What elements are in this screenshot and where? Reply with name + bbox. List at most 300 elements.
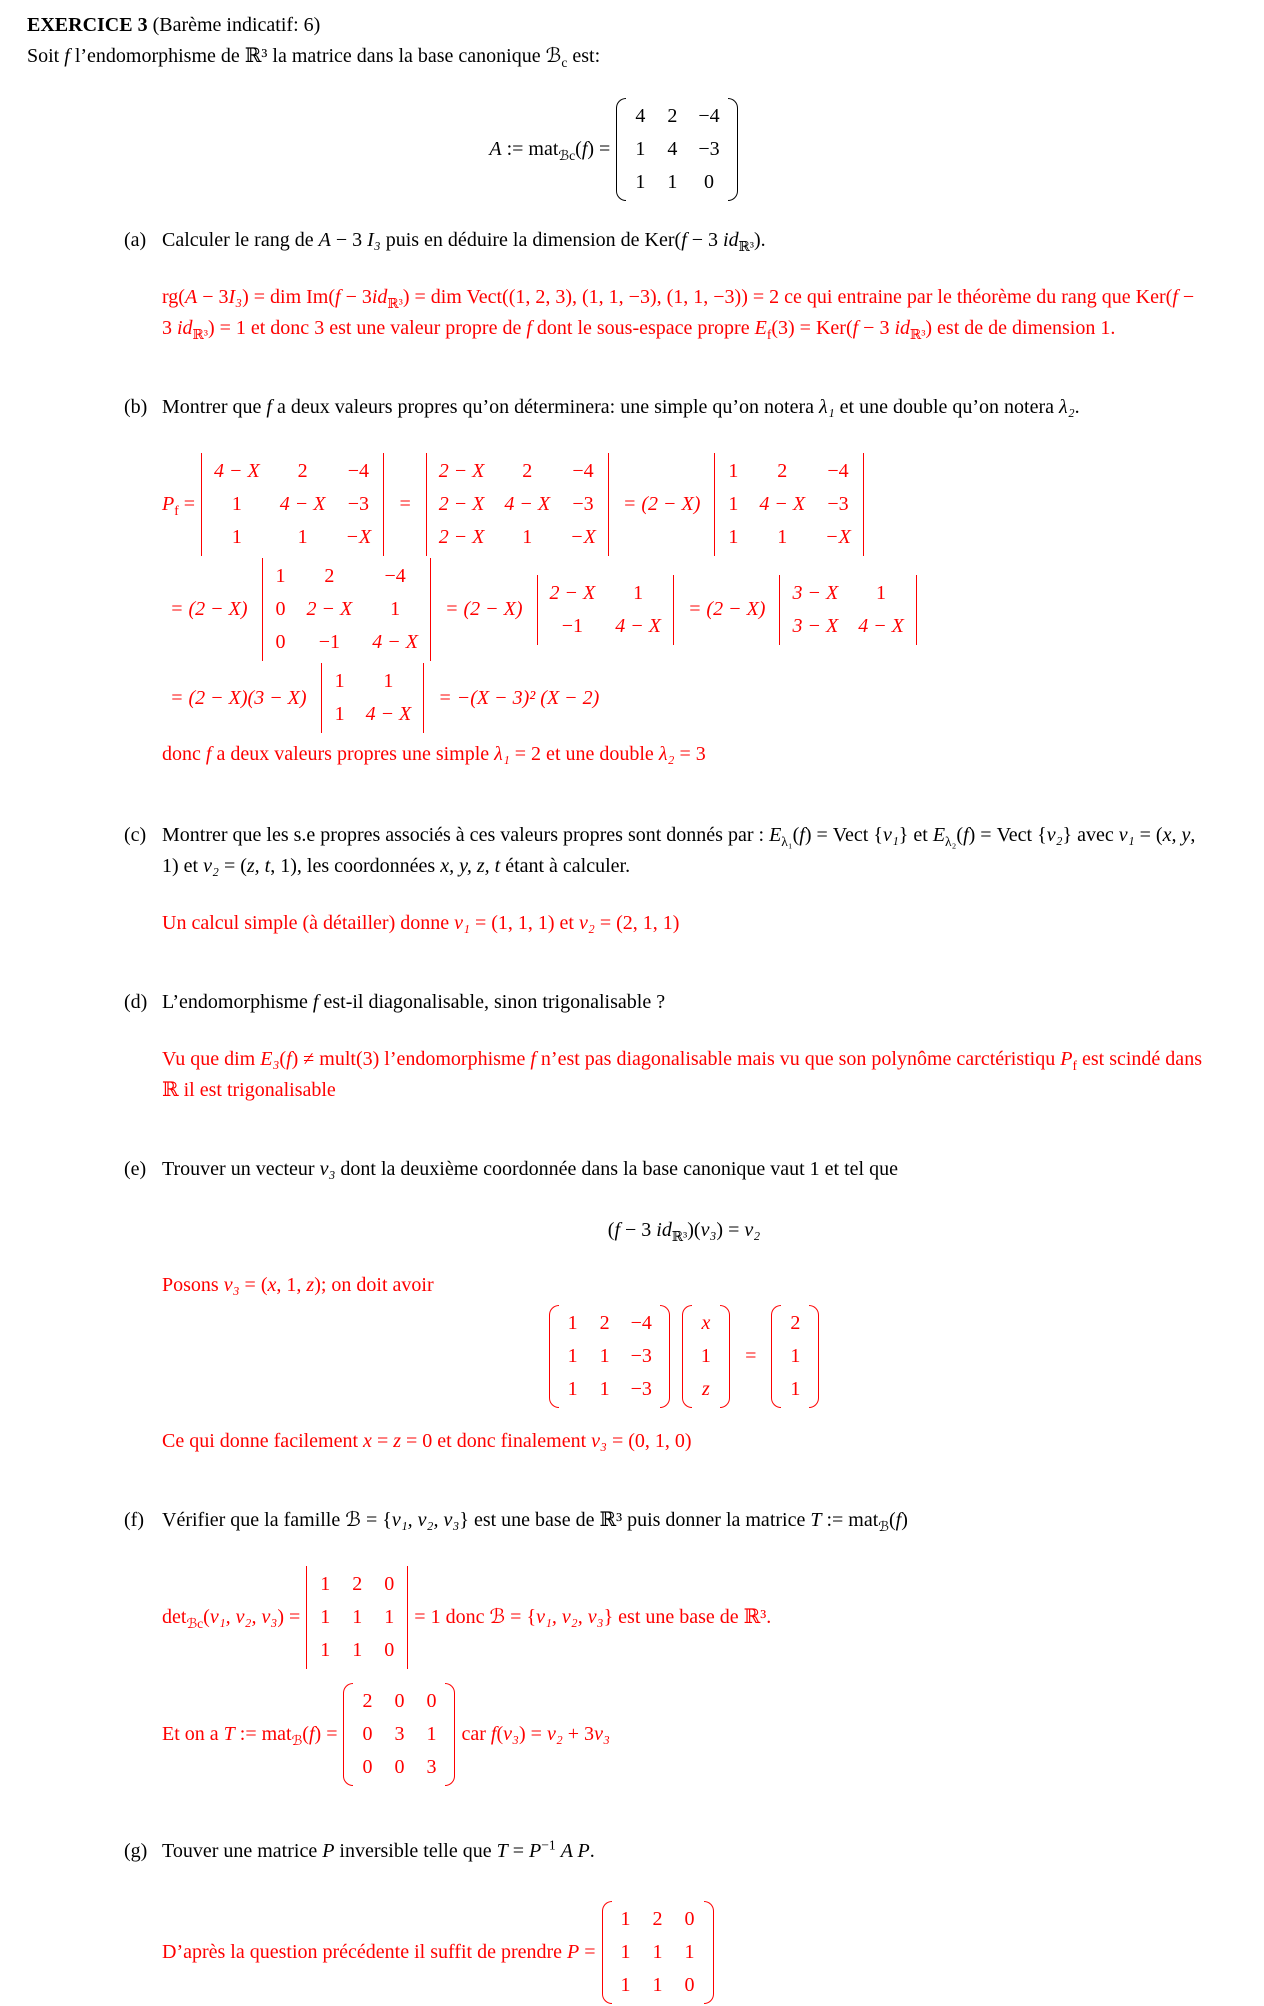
text-segment: Un calcul simple (à détailler) donne xyxy=(162,912,455,934)
text-segment: = xyxy=(178,493,196,515)
item-d-answer xyxy=(162,1044,1206,1106)
determinant-4-grid xyxy=(262,558,431,661)
text-segment: f xyxy=(1072,1058,1077,1073)
text-segment: = ( xyxy=(239,1274,268,1296)
text-segment: f xyxy=(799,824,805,846)
text-segment: −1 xyxy=(541,1837,556,1853)
item-e-question xyxy=(162,1154,1206,1185)
text-segment: ( xyxy=(607,1219,615,1241)
text-segment: = (2, 1, 1) xyxy=(594,912,680,934)
matrix-cell: 2 − X xyxy=(306,598,353,620)
matrix-cell: 0 xyxy=(394,1756,405,1778)
text-segment: = xyxy=(507,1840,529,1862)
matrix-cell: −3 xyxy=(827,493,849,515)
base-determinant-grid xyxy=(306,1566,408,1669)
text-segment: id xyxy=(894,317,911,339)
text-segment: v₃ xyxy=(594,1723,610,1745)
text-segment: id xyxy=(177,317,193,339)
text-segment: f xyxy=(681,229,687,251)
matrix-cell: 0 xyxy=(394,1690,405,1712)
text-segment: f xyxy=(335,286,341,308)
matrix-cell: 3 − X xyxy=(792,581,839,604)
text-segment: ℝ³ xyxy=(910,327,926,342)
matrix-cell: 1 xyxy=(635,171,646,193)
matrix-cell: 1 xyxy=(620,1908,631,1930)
text-segment: = 3 xyxy=(674,743,706,765)
matrix-cell: 2 xyxy=(790,1312,801,1334)
charpoly-line-3 xyxy=(162,663,1206,733)
item-c xyxy=(124,820,1206,939)
text-segment: z, t xyxy=(246,855,271,877)
matrix-A xyxy=(616,98,737,201)
item-f-label: (f) xyxy=(124,1509,144,1531)
text-segment: ( xyxy=(888,1509,896,1531)
matrix-cell: 1 xyxy=(700,1345,711,1367)
text-segment: ) = xyxy=(716,1219,745,1241)
text-segment: donc xyxy=(162,743,206,765)
matrix-cell: 1 xyxy=(320,1573,331,1595)
matrix-cell: 4 − X xyxy=(372,631,418,653)
matrix-cell: 2 xyxy=(599,1312,610,1334)
text-segment: = ( xyxy=(1134,824,1163,846)
text-segment: P xyxy=(567,1941,580,1963)
text-segment: inversible telle que xyxy=(334,1840,497,1862)
charpoly-result: = −(X − 3)² (X − 2) xyxy=(438,686,600,709)
left-paren xyxy=(616,98,626,201)
item-b-label: (b) xyxy=(124,396,148,418)
left-paren xyxy=(549,1305,559,1408)
item-f-det-line xyxy=(162,1566,1206,1669)
text-segment: v₃ xyxy=(700,1219,717,1241)
text-segment: Ce qui donne facilement xyxy=(162,1430,364,1452)
matrix-cell: 1 xyxy=(567,1378,578,1400)
matrix-cell: 1 xyxy=(599,1345,610,1367)
matrix-cell: 1 xyxy=(231,526,242,548)
item-b-question xyxy=(162,392,1206,423)
text-segment: v₂ xyxy=(579,912,595,934)
text-segment: est: xyxy=(567,45,601,67)
item-g-body xyxy=(162,1836,1206,2006)
text-segment: x, y xyxy=(1162,824,1191,846)
text-segment: ( xyxy=(203,1606,210,1628)
item-b-body xyxy=(162,392,1206,772)
text-segment: , 1, xyxy=(276,1274,307,1296)
item-g-label: (g) xyxy=(124,1840,148,1862)
equals-sign: = xyxy=(398,493,412,515)
text-segment: ℬ xyxy=(291,1733,303,1748)
matrix-cell: 1 xyxy=(633,581,644,604)
item-d-question xyxy=(162,987,1206,1018)
text-segment: v₃ xyxy=(591,1430,607,1452)
item-g xyxy=(124,1836,1206,2006)
matrix-cell: 0 xyxy=(275,631,286,653)
text-segment: x xyxy=(267,1274,277,1296)
factor-2-minus-x: = (2 − X) xyxy=(622,493,701,515)
text-segment: E xyxy=(932,824,946,846)
matrix-cell: 0 xyxy=(684,1908,695,1930)
determinant-6 xyxy=(779,575,916,645)
matrix-cell: 1 xyxy=(620,1941,631,1963)
text-segment: I₃ xyxy=(367,229,381,251)
left-paren xyxy=(602,1901,612,2004)
text-segment: := mat xyxy=(501,138,559,160)
exercise-title-number: EXERCICE 3 xyxy=(27,14,148,36)
text-segment: E xyxy=(769,824,782,846)
matrix-cell: 0 xyxy=(362,1723,373,1745)
text-segment: λ₂ xyxy=(1059,396,1075,418)
item-d-body xyxy=(162,987,1206,1106)
text-segment: v₃ xyxy=(319,1158,336,1180)
item-e-equation xyxy=(162,1215,1206,1246)
item-a-question xyxy=(162,225,1206,256)
text-segment: } est une base de ℝ³ puis donner la matrice xyxy=(459,1509,811,1531)
item-f-body xyxy=(162,1505,1206,1788)
text-segment: v₂ xyxy=(546,1723,563,1745)
text-segment: P xyxy=(322,1840,335,1862)
text-segment: z xyxy=(306,1274,315,1296)
item-e-body xyxy=(162,1154,1206,1457)
matrix-cell: −3 xyxy=(630,1378,652,1400)
matrix-cell: 1 xyxy=(790,1378,801,1400)
text-segment: Vu que dim xyxy=(162,1048,261,1070)
matrix-cell: 4 − X xyxy=(759,493,806,515)
result-vector-grid xyxy=(781,1305,809,1408)
right-paren xyxy=(704,1901,714,2004)
system-matrix xyxy=(549,1305,670,1408)
text-segment: λ₁ xyxy=(781,834,793,849)
matrix-cell: 4 − X xyxy=(279,493,326,515)
matrix-A-display xyxy=(27,98,1206,201)
text-segment: ) est de de dimension 1. xyxy=(925,317,1116,339)
item-list xyxy=(124,225,1206,2006)
text-segment: λ₁ xyxy=(494,743,510,765)
text-segment: f xyxy=(852,317,859,339)
matrix-cell: 1 xyxy=(352,1606,363,1628)
text-segment: λ₁ xyxy=(819,396,835,418)
text-segment: f xyxy=(614,1219,621,1241)
item-e-conclusion xyxy=(162,1426,1206,1457)
text-segment: − 3 xyxy=(162,286,1195,339)
determinant-2 xyxy=(426,453,609,556)
determinant-6-grid xyxy=(779,575,916,645)
matrix-cell: 2 xyxy=(352,1573,363,1595)
item-d-label: (d) xyxy=(124,991,148,1013)
matrix-cell: 0 xyxy=(426,1690,437,1712)
matrix-cell: 3 xyxy=(426,1756,437,1778)
det-line-lhs xyxy=(162,1602,300,1633)
text-segment: f xyxy=(581,138,588,160)
matrix-cell: 1 xyxy=(231,493,242,515)
matrix-cell: −4 xyxy=(572,460,594,482)
determinant-3-grid xyxy=(714,453,863,556)
factor-2x-3x: = (2 − X)(3 − X) xyxy=(170,686,307,709)
left-paren xyxy=(682,1305,692,1408)
matrix-cell: 1 xyxy=(790,1345,801,1367)
text-segment: f xyxy=(286,1048,292,1070)
text-segment: v₁, v₂, v₃ xyxy=(209,1606,278,1628)
matrix-P-grid xyxy=(612,1901,704,2004)
matrix-A-equation xyxy=(489,98,743,201)
determinant-5-grid xyxy=(537,575,674,645)
item-a xyxy=(124,225,1206,344)
matrix-cell: 1 xyxy=(728,460,739,482)
matrix-cell: 1 xyxy=(384,1606,395,1628)
left-paren xyxy=(771,1305,781,1408)
text-segment: = ( xyxy=(218,855,247,877)
matrix-cell: 0 xyxy=(362,1756,373,1778)
matrix-cell: 1 xyxy=(876,581,887,604)
text-segment: et une double qu’on notera xyxy=(834,396,1060,418)
text-segment: ) = Vect { xyxy=(804,824,883,846)
matrix-cell: 1 xyxy=(777,526,788,548)
text-segment: , 1), les coordonnées xyxy=(270,855,441,877)
matrix-cell: 1 xyxy=(684,1941,695,1963)
matrix-cell: z xyxy=(701,1378,710,1400)
exercise-title xyxy=(27,10,1206,41)
text-segment: ℬ xyxy=(878,1519,889,1534)
text-segment: ( xyxy=(575,138,582,160)
text-segment: f xyxy=(895,1509,902,1531)
text-segment: rg( xyxy=(162,286,185,308)
matrix-cell: 1 xyxy=(334,703,345,725)
text-segment: = 1 donc ℬ = { xyxy=(414,1606,537,1628)
matrix-cell: 1 xyxy=(426,1723,437,1745)
matrix-cell: 1 xyxy=(620,1974,631,1996)
matrix-cell: 4 − X xyxy=(214,460,260,482)
text-segment: f xyxy=(526,317,532,339)
text-segment: ); on doit avoir xyxy=(314,1274,434,1296)
text-segment: = 0 et donc finalement xyxy=(401,1430,592,1452)
text-segment: Et on a xyxy=(162,1723,224,1745)
text-segment: Vérifier que la famille ℬ = { xyxy=(162,1509,392,1531)
g-answer-lhs xyxy=(162,1937,596,1968)
text-segment: est-il diagonalisable, sinon trigonalisable ? xyxy=(318,991,666,1013)
text-segment: A xyxy=(489,138,502,160)
matrix-cell: 2 xyxy=(652,1908,663,1930)
matrix-cell: −3 xyxy=(698,138,720,160)
text-segment: f xyxy=(174,503,179,518)
matrix-cell: −4 xyxy=(827,460,849,482)
right-paren xyxy=(445,1683,455,1786)
matrix-cell: 1 xyxy=(599,1378,610,1400)
text-segment: ) ≠ mult(3) l’endomorphisme xyxy=(291,1048,531,1070)
matrix-T-grid xyxy=(353,1683,445,1786)
item-a-answer xyxy=(162,282,1206,344)
text-segment: det xyxy=(162,1606,187,1628)
text-segment: Posons xyxy=(162,1274,224,1296)
text-segment: a deux valeurs propres qu’on déterminera: une simple qu’on notera xyxy=(271,396,820,418)
text-segment: D’après la question précédente il suffit de prendre xyxy=(162,1941,568,1963)
text-segment: x, y, z, t xyxy=(440,855,501,877)
item-c-question xyxy=(162,820,1206,882)
text-segment: ). xyxy=(753,229,766,251)
text-segment: étant à calculer. xyxy=(500,855,631,877)
factor-2-minus-x: = (2 − X) xyxy=(444,598,523,620)
unknown-vector xyxy=(682,1305,730,1408)
matrix-cell: 4 − X xyxy=(504,493,551,515)
matrix-cell: 1 xyxy=(567,1345,578,1367)
matrix-cell: 1 xyxy=(297,526,308,548)
item-c-body xyxy=(162,820,1206,939)
determinant-1 xyxy=(201,453,384,556)
matrix-cell: 4 xyxy=(635,105,646,127)
text-segment: T xyxy=(496,1840,508,1862)
text-segment: v₁, v₂, v₃ xyxy=(536,1606,604,1628)
text-segment: − 3 xyxy=(330,229,368,251)
text-segment: v₁ xyxy=(454,912,470,934)
matrix-cell: 4 xyxy=(667,138,678,160)
text-segment: L’endomorphisme xyxy=(162,991,313,1013)
determinant-2-grid xyxy=(426,453,609,556)
text-segment: ℝ³ xyxy=(192,327,208,342)
text-segment: ℬc xyxy=(186,1616,204,1631)
matrix-cell: 1 xyxy=(320,1639,331,1661)
text-segment: A xyxy=(318,229,331,251)
text-segment: − 3 xyxy=(686,229,724,251)
matrix-cell: 4 − X xyxy=(858,614,904,637)
matrix-A-grid xyxy=(626,98,727,201)
text-segment: ) = dim Vect((1, 2, 3), (1, 1, −3), (1, 1, −3)) = 2 ce qui entraine par le théorème du rang que Ker( xyxy=(402,286,1173,308)
matrix-cell: −1 xyxy=(561,614,583,637)
matrix-cell: 1 xyxy=(652,1941,663,1963)
text-segment: − 3 xyxy=(197,286,229,308)
text-segment: v₁ xyxy=(882,824,899,846)
unknown-vector-grid xyxy=(692,1305,720,1408)
text-segment: f xyxy=(530,1048,536,1070)
exercise-title-bareme: (Barème indicatif: 6) xyxy=(147,14,321,36)
matrix-cell: 1 xyxy=(352,1639,363,1661)
text-segment: := mat xyxy=(234,1723,292,1745)
text-segment: f xyxy=(1172,286,1178,308)
text-segment: Calculer le rang de xyxy=(162,229,319,251)
det-line-rhs xyxy=(414,1602,771,1633)
matrix-cell: 2 − X xyxy=(549,581,596,604)
text-segment: a deux valeurs propres une simple xyxy=(211,743,495,765)
item-a-label: (a) xyxy=(124,229,147,251)
matrix-cell: 1 xyxy=(320,1606,331,1628)
matrix-cell: −4 xyxy=(384,565,406,587)
text-segment: v₃ xyxy=(223,1274,240,1296)
text-segment: P xyxy=(1060,1048,1073,1070)
T-line-lhs xyxy=(162,1719,337,1750)
text-segment: ( xyxy=(496,1723,504,1745)
right-paren xyxy=(728,98,738,201)
text-segment: Montrer que xyxy=(162,396,267,418)
text-segment: − 3 xyxy=(620,1219,657,1241)
text-segment: ( xyxy=(302,1723,309,1745)
text-segment: puis en déduire la dimension de Ker( xyxy=(380,229,682,251)
matrix-cell: 2 − X xyxy=(438,526,485,548)
matrix-cell: 2 xyxy=(324,565,335,587)
matrix-cell: 0 xyxy=(384,1639,395,1661)
text-segment: A P xyxy=(560,1840,590,1862)
matrix-cell: 1 xyxy=(275,565,286,587)
text-segment: ) = xyxy=(587,138,611,160)
text-segment: v₂ xyxy=(1046,824,1063,846)
text-segment: (3) = Ker( xyxy=(771,317,853,339)
text-segment: ) = xyxy=(277,1606,301,1628)
matrix-cell: 2 xyxy=(297,460,308,482)
matrix-cell: 3 − X xyxy=(792,614,839,637)
matrix-cell: 0 xyxy=(275,598,286,620)
text-segment: = (0, 1, 0) xyxy=(606,1430,692,1452)
text-segment: f xyxy=(266,396,272,418)
text-segment: v₃ xyxy=(503,1723,519,1745)
text-segment: ( xyxy=(956,824,964,846)
text-segment: − 3 xyxy=(340,286,372,308)
text-segment: . xyxy=(589,1840,595,1862)
text-segment: f xyxy=(205,743,212,765)
text-segment: )( xyxy=(687,1219,701,1241)
item-e xyxy=(124,1154,1206,1457)
item-b-work xyxy=(162,453,1206,770)
matrix-cell: −X xyxy=(825,526,851,548)
text-segment: dont la deuxième coordonnée dans la base canonique vaut 1 et tel que xyxy=(335,1158,898,1180)
matrix-cell: 1 xyxy=(728,526,739,548)
text-segment: E₃ xyxy=(260,1048,280,1070)
charpoly-lhs xyxy=(162,489,195,520)
equals-sign: = xyxy=(743,1345,758,1367)
determinant-1-grid xyxy=(201,453,384,556)
text-segment: v₂ xyxy=(203,855,219,877)
matrix-cell: −X xyxy=(345,526,372,548)
determinant-3 xyxy=(714,453,863,556)
text-segment: P xyxy=(529,1840,542,1862)
text-segment: n’est pas diagonalisable mais vu que son polynôme carctéristiqu xyxy=(535,1048,1061,1070)
text-segment: ( xyxy=(792,824,800,846)
text-segment: T xyxy=(223,1723,235,1745)
item-d xyxy=(124,987,1206,1106)
matrix-cell: −X xyxy=(570,526,596,548)
text-segment: ℬ xyxy=(545,45,562,67)
text-segment: T xyxy=(810,1509,822,1531)
text-segment: x xyxy=(363,1430,372,1452)
left-paren xyxy=(343,1683,353,1786)
T-line-rhs xyxy=(461,1719,609,1750)
matrix-cell: 2 xyxy=(667,105,678,127)
determinant-5 xyxy=(537,575,674,645)
matrix-cell: −3 xyxy=(572,493,594,515)
text-segment: f xyxy=(963,824,969,846)
item-f-T-line xyxy=(162,1683,1206,1786)
text-segment: } est une base de ℝ³. xyxy=(603,1606,772,1628)
text-segment: = xyxy=(371,1430,394,1452)
text-segment: f xyxy=(490,1723,497,1745)
matrix-cell: −3 xyxy=(630,1345,652,1367)
item-e-matrix-equation xyxy=(162,1305,1206,1418)
text-segment: = xyxy=(579,1941,596,1963)
determinant-4 xyxy=(262,558,431,661)
matrix-cell: 2 − X xyxy=(438,460,485,482)
matrix-cell: 1 xyxy=(522,526,533,548)
charpoly-line-2 xyxy=(162,558,1206,661)
text-segment: est scindé dans ℝ il est trigonalisable xyxy=(162,1048,1202,1101)
text-segment: A xyxy=(184,286,198,308)
charpoly-conclusion-text xyxy=(162,739,706,770)
matrix-cell: 1 xyxy=(728,493,739,515)
matrix-cell: 3 xyxy=(394,1723,405,1745)
matrix-cell: 2 xyxy=(522,460,533,482)
factor-2-minus-x: = (2 − X) xyxy=(170,598,248,620)
text-segment: v₁, v₂, v₃ xyxy=(391,1509,460,1531)
text-segment: } et xyxy=(898,824,933,846)
text-segment: ℝ³ xyxy=(738,239,754,254)
text-segment: ( xyxy=(279,1048,287,1070)
matrix-cell: 1 xyxy=(567,1312,578,1334)
text-segment: l’endomorphisme de ℝ³ la matrice dans la base canonique xyxy=(69,45,546,67)
matrix-cell: 0 xyxy=(703,171,714,193)
item-b xyxy=(124,392,1206,772)
